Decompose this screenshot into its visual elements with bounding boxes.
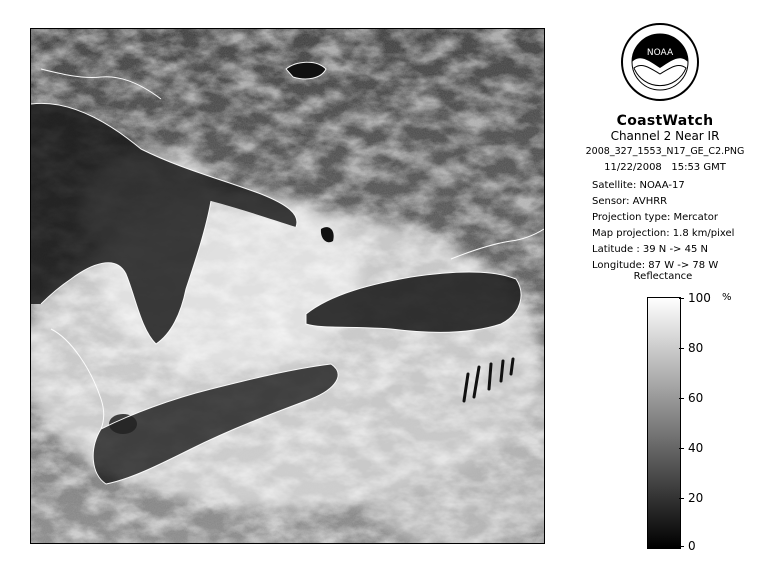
colorbar-unit: % (722, 292, 732, 303)
acquisition-datetime (560, 162, 770, 173)
channel-label: Channel 2 Near IR (610, 129, 720, 143)
latitude-info: Latitude : 39 N -> 45 N (592, 244, 708, 255)
colorbar-tick-label: 60 (688, 391, 704, 405)
colorbar-tick (679, 546, 684, 547)
colorbar-tick (679, 498, 684, 499)
colorbar-title: Reflectance (633, 271, 693, 282)
colorbar-tick-label: 20 (688, 491, 704, 505)
colorbar-tick-label: 40 (688, 441, 704, 455)
satellite-info: Satellite: NOAA-17 (592, 180, 685, 191)
noaa-logo (620, 22, 700, 102)
projection-type-info: Projection type: Mercator (592, 212, 718, 223)
satellite-image (30, 28, 545, 544)
map-projection-info: Map projection: 1.8 km/pixel (592, 228, 735, 239)
colorbar-tick-label: 80 (688, 341, 704, 355)
acquisition-date: 11/22/2008 (604, 162, 662, 173)
lake-st-clair (109, 414, 137, 434)
colorbar-tick (679, 448, 684, 449)
colorbar-tick (679, 298, 684, 299)
product-title: CoastWatch (616, 113, 714, 129)
sensor-info: Sensor: AVHRR (592, 196, 668, 207)
longitude-info: Longitude: 87 W -> 78 W (592, 260, 719, 271)
colorbar-tick (679, 398, 684, 399)
colorbar-tick (679, 348, 684, 349)
colorbar-tick-label: 0 (688, 539, 696, 553)
noaa-logo-text: NOAA (646, 48, 674, 58)
image-filename: 2008_327_1553_N17_GE_C2.PNG (585, 146, 745, 157)
colorbar-tick-label: 100 (688, 291, 711, 305)
reflectance-colorbar (647, 297, 681, 549)
acquisition-time: 15:53 GMT (671, 162, 726, 173)
